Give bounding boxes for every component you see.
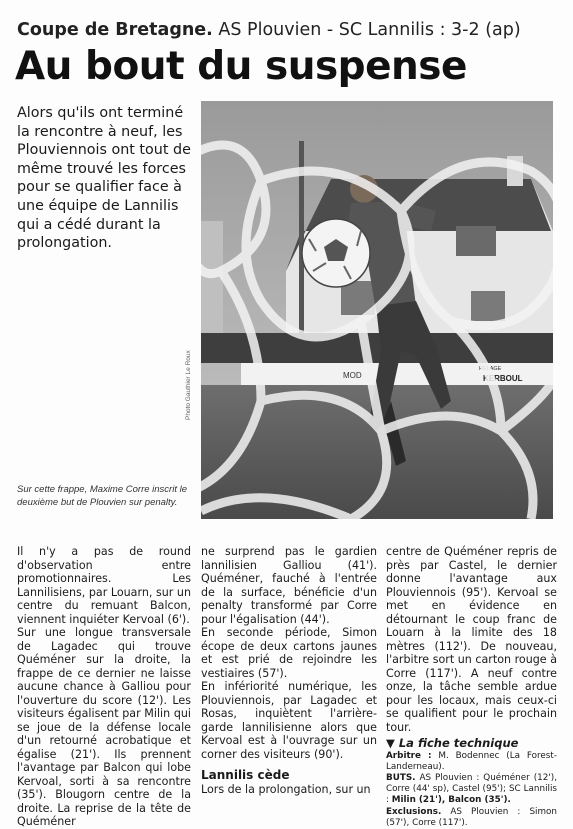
headline: Au bout du suspense (15, 44, 467, 89)
photo-credit: Photo Gauthier Le Roux (185, 350, 192, 420)
article-column-3 (386, 545, 557, 829)
fiche-arbitre (386, 751, 557, 773)
match-score: AS Plouvien - SC Lannilis : 3-2 (ap) (218, 20, 521, 40)
exclusions-label: Exclusions. (386, 806, 442, 817)
buts-lannilis: Milin (21'), Balcon (35'). (391, 795, 511, 806)
article-column-1 (17, 545, 191, 829)
paragraph: Il n'y a pas de round d'observation entre promotionnaires. Les Lannilisiens, par Louarn, sur un centre du remuant Balcon, viennent inquiéter Kervoal (6'). (17, 545, 191, 626)
buts-label: BUTS. (386, 772, 416, 783)
paragraph: ne surprend pas le gardien lannilisien Galliou (41'). Quéméner, fauché à l'entrée de la surface, bénéficie d'un penalty transformé par Corre pour l'égalisation (44'). (201, 545, 377, 626)
photo-caption: Sur cette frappe, Maxime Corre inscrit le deuxième but de Plouvien sur penalty. (17, 484, 188, 508)
paragraph: En seconde période, Simon écope de deux cartons jaunes et est prié de rejoindre les vestiaires (57'). (201, 626, 377, 680)
competition-label: Coupe de Bretagne. (17, 20, 213, 40)
fiche-buts (386, 773, 557, 807)
article-column-2 (201, 545, 377, 796)
buts-plouvien: AS Plouvien : Quéméner (12'), Corre (44' sp), Castel (95'); (386, 772, 558, 795)
kicker (17, 20, 521, 40)
buts-lannilis-label: SC Lannilis : (386, 784, 558, 806)
fiche-technique-title: ▼ La fiche technique (386, 736, 519, 750)
exclusions-value: AS Plouvien : Simon (57'), Corre (117'). (386, 806, 558, 828)
banner-right-text: KERBOUL (483, 374, 523, 383)
paragraph: centre de Quéméner repris de près par Castel, le dernier donne l'avantage aux Plouviennois (95'). Kervoal se met en évidence en détournant le coup franc de Louarn à la limite des 18 mètres (112'). De nouveau, l'arbitre sort un carton rouge à Corre (117'). A neuf contre onze, la tâche semble ardue pour les locaux, mais ceux-ci se qualifient pour le prochain tour. (386, 545, 557, 734)
paragraph: Sur une longue transversale de Lagadec qui trouve Quéméner sur la droite, la frappe de ce dernier ne laisse aucune chance à Galliou pour l'ouverture du score (12'). Les visiteurs égalisent par Milin qui se joue de la défense locale d'un retourné acrobatique et égalise (21'). Ils prennent l'avantage par Balcon qui lobe Kervoal, sorti à sa rencontre (35'). Blougorn centre de la droite. La reprise de la tête de Quéméner (17, 626, 191, 828)
ball-icon (302, 219, 370, 287)
arbitre-label: Arbitre : (386, 750, 432, 761)
banner-left-text: MOD (343, 371, 362, 380)
subhead: Lannilis cède (201, 768, 290, 782)
match-photo (201, 101, 553, 519)
paragraph: Lors de la prolongation, sur un (201, 782, 371, 796)
arbitre-value: M. Bodennec (La Forest-Landerneau). (386, 750, 557, 772)
paragraph: En infériorité numérique, les Plouviennois, par Lagadec et Rosas, inquiètent l'arrière-garde lannilisienne alors que Kervoal est à l'ouvrage sur un corner des visiteurs (90'). (201, 680, 377, 761)
banner-top-text: RELAGE (479, 366, 502, 372)
lede: Alors qu'ils ont terminé la rencontre à neuf, les Plouviennois ont tout de même trouvé les forces pour se qualifier face à une équipe de Lannilis qui a cédé durant la prolongation. (17, 105, 191, 252)
fiche-exclusions (386, 807, 557, 829)
